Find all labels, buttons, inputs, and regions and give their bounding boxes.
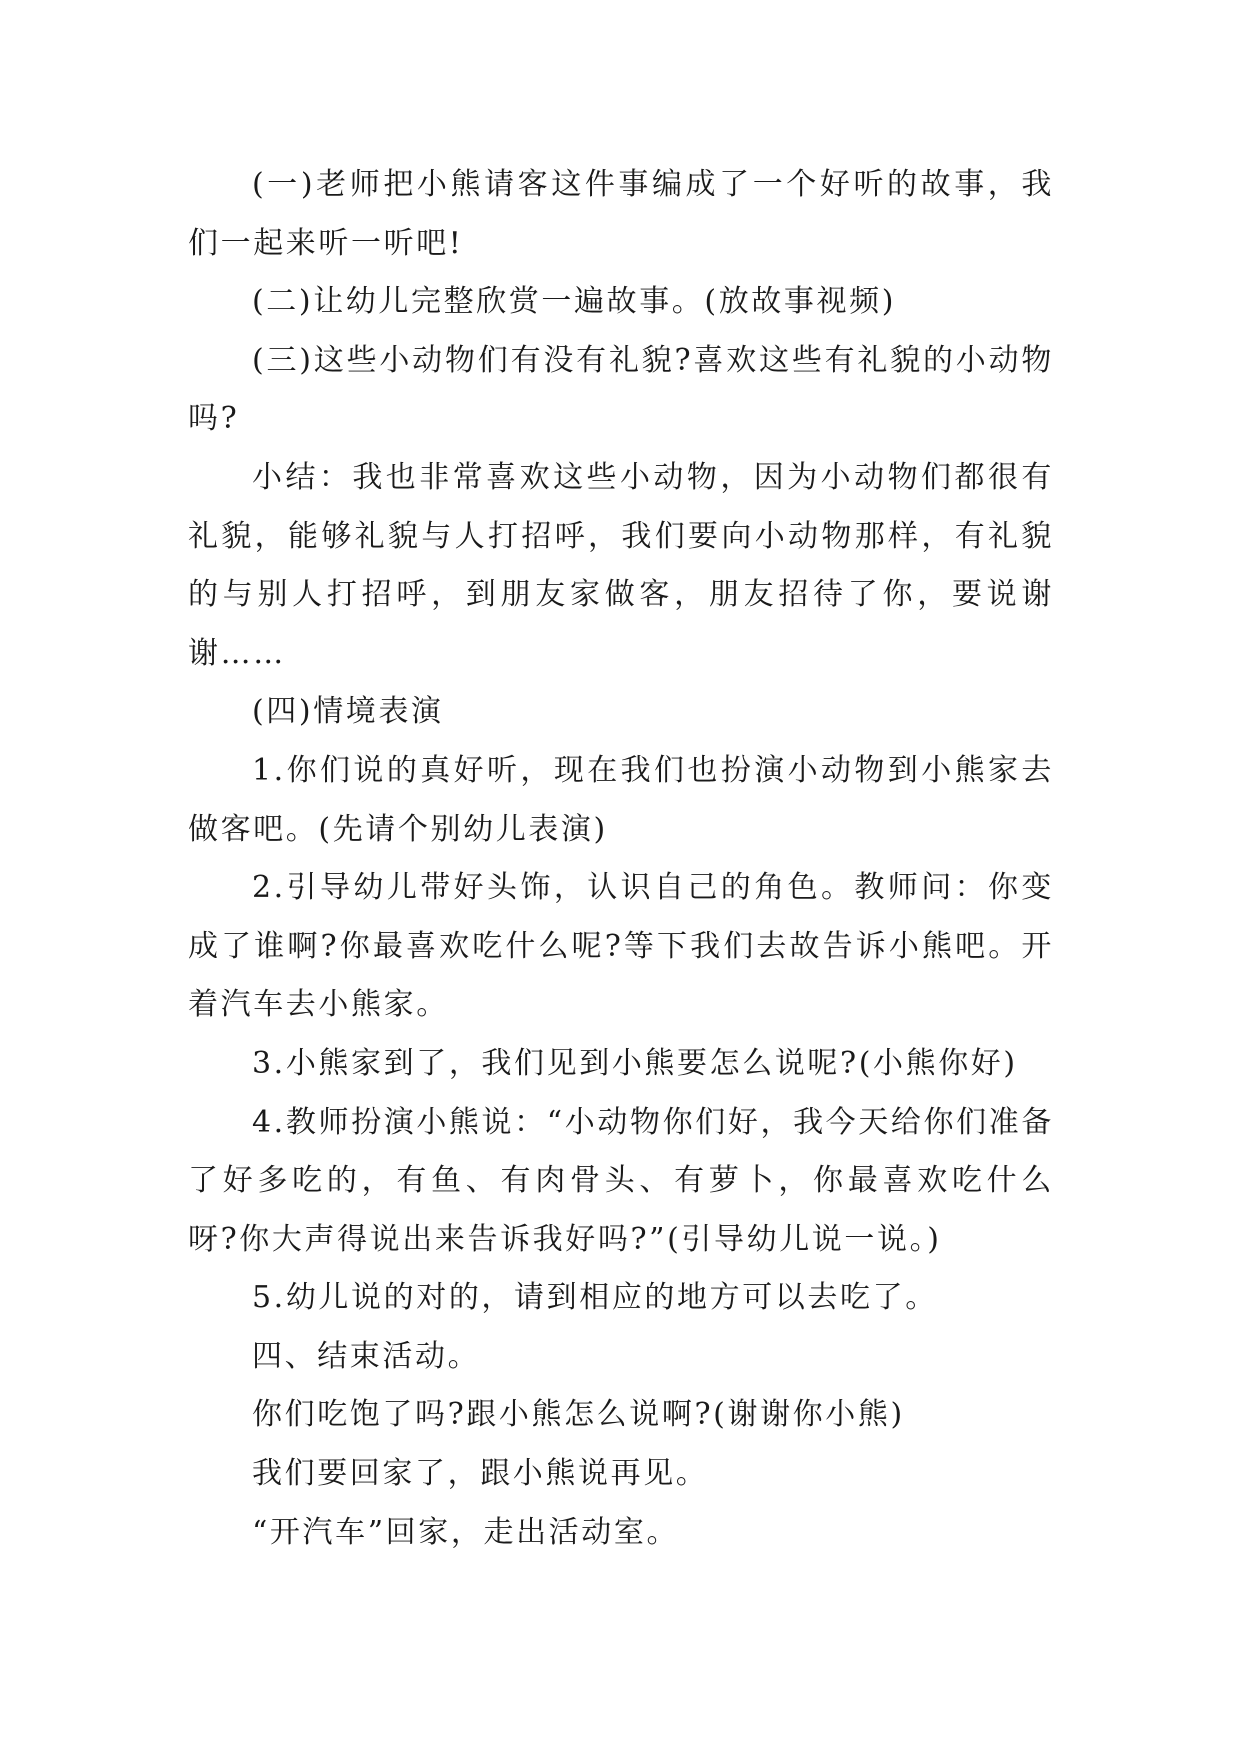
paragraph-step-5: 5.幼儿说的对的，请到相应的地方可以去吃了。	[252, 1280, 938, 1316]
paragraph-story-intro: (一)老师把小熊请客这件事编成了一个好听的故事，我们一起来听一听吧!	[188, 167, 1054, 261]
paragraph-watch-story: (二)让幼儿完整欣赏一遍故事。(放故事视频)	[252, 284, 897, 320]
paragraph-end-question: 你们吃饱了吗?跟小熊怎么说啊?(谢谢你小熊)	[252, 1397, 905, 1433]
paragraph-step-4: 4.教师扮演小熊说：“小动物你们好，我今天给你们准备了好多吃的，有鱼、有肉骨头、有萝卜，你最喜欢吃什么呀?你大声得说出来告诉我好吗?”(引导幼儿说一说。)	[188, 1104, 1054, 1257]
paragraph-drive-home: “开汽车”回家，走出活动室。	[252, 1514, 680, 1550]
paragraph-step-3: 3.小熊家到了，我们见到小熊要怎么说呢?(小熊你好)	[252, 1045, 1018, 1081]
paragraph-goodbye: 我们要回家了，跟小熊说再见。	[252, 1456, 709, 1492]
paragraph-step-2: 2.引导幼儿带好头饰，认识自己的角色。教师问：你变成了谁啊?你最喜欢吃什么呢?等下我们去故告诉小熊吧。开着汽车去小熊家。	[188, 870, 1054, 1023]
paragraph-step-1: 1.你们说的真好听，现在我们也扮演小动物到小熊家去做客吧。(先请个别幼儿表演)	[188, 752, 1054, 847]
document-page	[188, 156, 1054, 1562]
paragraph-summary: 小结：我也非常喜欢这些小动物，因为小动物们都很有礼貌，能够礼貌与人打招呼，我们要向小动物那样，有礼貌的与别人打招呼，到朋友家做客，朋友招待了你，要说谢谢……	[188, 459, 1054, 671]
paragraph-end-activity-heading: 四、结束活动。	[252, 1338, 481, 1374]
paragraph-roleplay-heading: (四)情境表演	[252, 694, 444, 730]
paragraph-polite-question: (三)这些小动物们有没有礼貌?喜欢这些有礼貌的小动物吗?	[188, 342, 1054, 437]
